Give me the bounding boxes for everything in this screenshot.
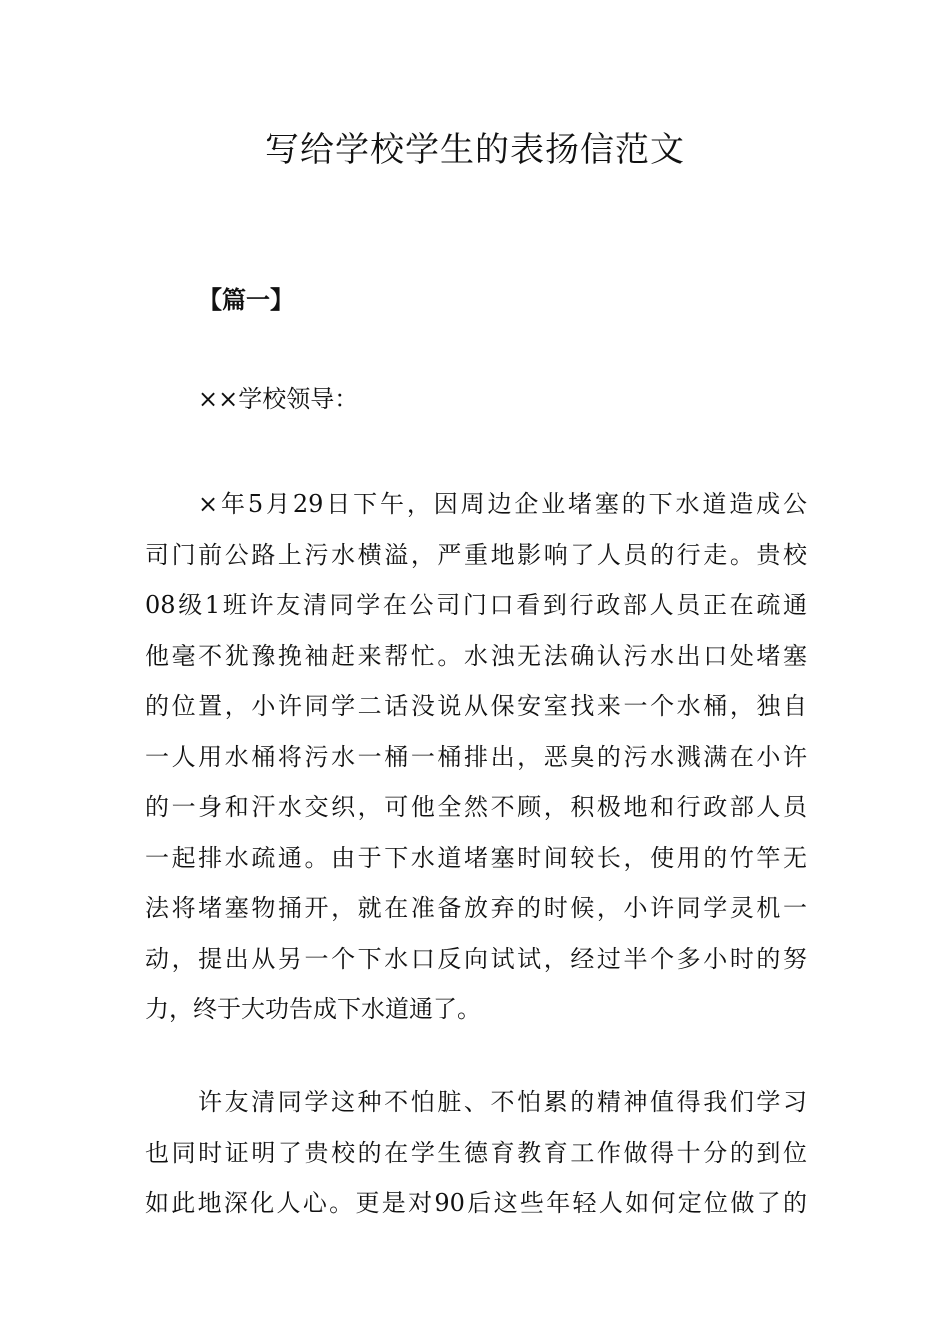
paragraph-1 <box>145 479 807 1035</box>
paragraph-line: 也同时证明了贵校的在学生德育教育工作做得十分的到位 <box>145 1138 807 1167</box>
section-label: 【篇一】 <box>198 285 294 314</box>
paragraph-2 <box>145 1077 807 1229</box>
document-title: 写给学校学生的表扬信范文 <box>265 130 685 170</box>
salutation: ××学校领导： <box>198 385 359 413</box>
paragraph-line: 的一身和汗水交织，可他全然不顾，积极地和行政部人员 <box>145 793 807 821</box>
paragraph-line: 动，提出从另一个下水口反向试试，经过半个多小时的努 <box>145 944 807 973</box>
paragraph-line: 08级1班许友清同学在公司门口看到行政部人员正在疏通 <box>145 591 807 619</box>
paragraph-line: 的位置，小许同学二话没说从保安室找来一个水桶，独自 <box>145 692 807 720</box>
paragraph-line: 许友清同学这种不怕脏、不怕累的精神值得我们学习 <box>198 1088 807 1116</box>
paragraph-line: ×年5月29日下午，因周边企业堵塞的下水道造成公 <box>198 490 807 518</box>
paragraph-line: 司门前公路上污水横溢，严重地影响了人员的行走。贵校 <box>145 540 807 569</box>
paragraph-line: 一起排水疏通。由于下水道堵塞时间较长，使用的竹竿无 <box>145 843 807 872</box>
paragraph-line: 他毫不犹豫挽袖赶来帮忙。水浊无法确认污水出口处堵塞 <box>145 641 807 670</box>
paragraph-line: 一人用水桶将污水一桶一桶排出，恶臭的污水溅满在小许 <box>145 742 807 771</box>
paragraph-line: 力，终于大功告成下水道通了。 <box>145 995 481 1023</box>
paragraph-line: 如此地深化人心。更是对90后这些年轻人如何定位做了的 <box>145 1189 807 1217</box>
paragraph-line: 法将堵塞物捅开，就在准备放弃的时候，小许同学灵机一 <box>145 894 807 922</box>
